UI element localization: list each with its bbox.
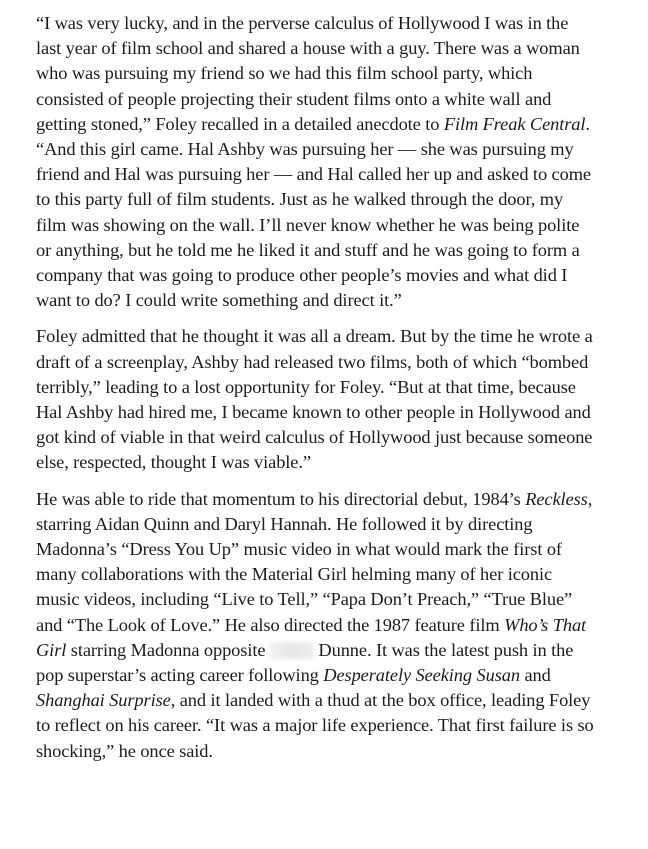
- redacted-name: [270, 642, 314, 659]
- italic-title: Reckless: [525, 488, 588, 509]
- text-run: . “And this girl came. Hal Ashby was pursuing her — she was pursuing my friend and Hal was pursuing her — and Hal called her up and asked to come to this party full of film students. Just as he walked through the door, my film was showing on the wall. I’ll never know whether he was being polite or anything, but he told me he liked it and stuff and he was going to form a company that was going to produce other people’s movies and what did I want to do? I could write something and direct it.”: [36, 113, 591, 311]
- text-run: , and it landed with a thud at the box office, leading Foley to reflect on his career. “It was a major life experience. That first failure is so shocking,” he once said.: [36, 690, 594, 761]
- text-run: Foley admitted that he thought it was all a dream. But by the time he wrote a draft of a screenplay, Ashby had released two films, both of which “bombed terribly,” leading to a lost opportunity for Foley. “But at that time, because Hal Ashby had hired me, I became known to other people in Hollywood and got kind of viable in that weird calculus of Hollywood just because someone else, respected, thought I was viable.”: [36, 326, 593, 473]
- paragraph: [36, 487, 596, 764]
- text-run: , starring Aidan Quinn and Daryl Hannah. He followed it by directing Madonna’s “Dress You Up” music video in what would mark the first of many collaborations with the Material Girl helming many of her iconic music videos, including “Live to Tell,” “Papa Don’t Preach,” “True Blue” and “The Look of Love.” He also directed the 1987 feature film: [36, 488, 593, 635]
- italic-title: Shanghai Surprise: [36, 690, 171, 711]
- text-run: Dunne. It was the latest push in the pop superstar’s acting career following: [36, 639, 574, 686]
- text-run: and: [519, 665, 551, 686]
- paragraph: [36, 324, 596, 475]
- text-run: “I was very lucky, and in the perverse calculus of Hollywood I was in the last year of film school and shared a house with a guy. There was a woman who was pursuing my friend so we had this film school party, which consisted of people projecting their student films onto a white wall and getting stoned,” Foley recalled in a detailed anecdote to: [36, 13, 580, 134]
- paragraph: [36, 11, 596, 313]
- text-run: He was able to ride that momentum to his directorial debut, 1984’s: [36, 488, 526, 509]
- italic-title: Who’s That Girl: [36, 614, 587, 660]
- article-body: [36, 11, 596, 775]
- italic-title: Desperately Seeking Susan: [323, 665, 520, 686]
- text-run: starring Madonna opposite: [66, 639, 270, 660]
- italic-title: Film Freak Central: [443, 113, 586, 134]
